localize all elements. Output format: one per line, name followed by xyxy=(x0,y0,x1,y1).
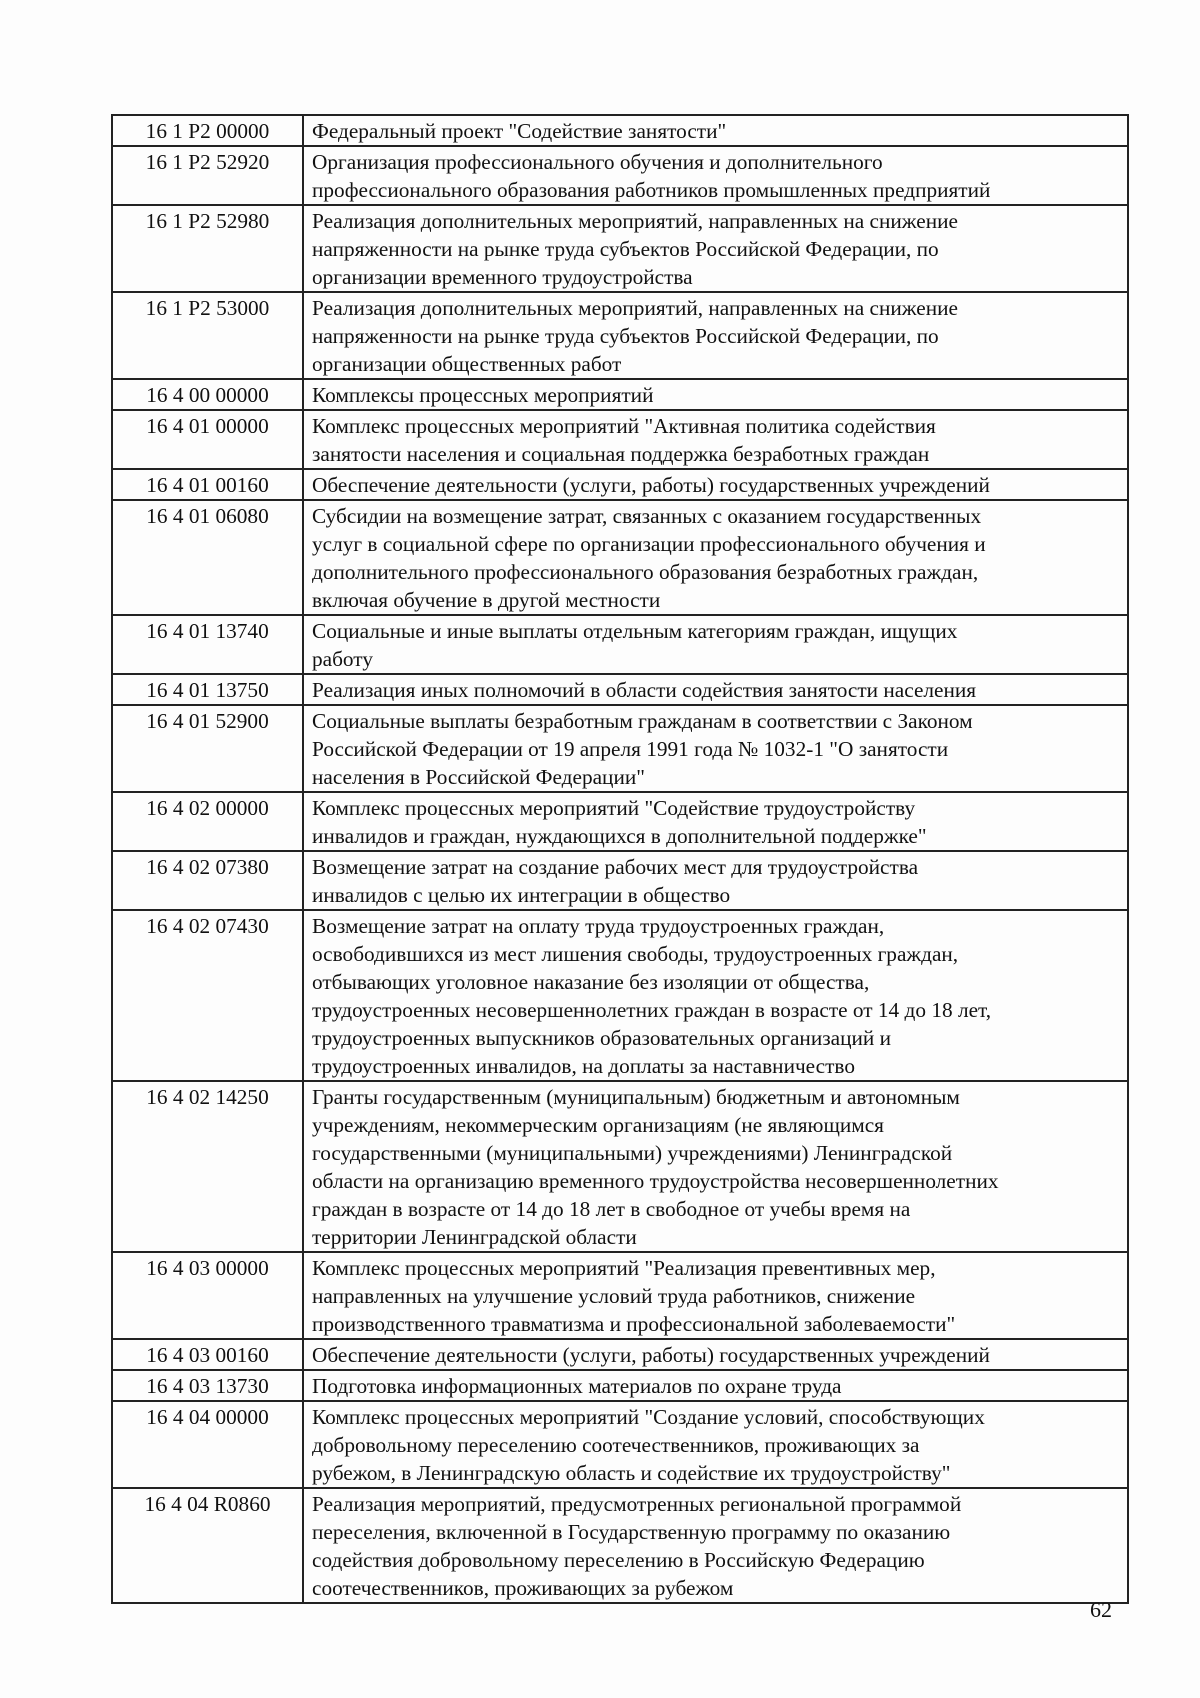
description-line: Обеспечение деятельности (услуги, работы) государственных учреждений xyxy=(312,473,990,497)
table-row xyxy=(112,292,1128,379)
table-row xyxy=(112,1339,1128,1370)
table-row xyxy=(112,1081,1128,1252)
table-row xyxy=(112,379,1128,410)
classification-description xyxy=(303,205,1128,292)
description-line: дополнительного профессионального образования безработных граждан, xyxy=(312,560,979,584)
classification-description xyxy=(303,469,1128,500)
classification-description xyxy=(303,615,1128,674)
description-line: напряженности на рынке труда субъектов Российской Федерации, по xyxy=(312,237,939,261)
classification-description xyxy=(303,1370,1128,1401)
description-line: содействия добровольному переселению в Российскую Федерацию xyxy=(312,1548,925,1572)
description-line: области на организацию временного трудоустройства несовершеннолетних xyxy=(312,1169,999,1193)
description-line: включая обучение в другой местности xyxy=(312,588,661,612)
classification-description xyxy=(303,292,1128,379)
classification-code: 16 4 02 07380 xyxy=(112,851,303,910)
table-row xyxy=(112,1488,1128,1603)
description-line: трудоустроенных инвалидов, на доплаты за наставничество xyxy=(312,1054,855,1078)
classification-description xyxy=(303,1081,1128,1252)
description-line: Субсидии на возмещение затрат, связанных с оказанием государственных xyxy=(312,504,982,528)
classification-description xyxy=(303,705,1128,792)
classification-code: 16 4 00 00000 xyxy=(112,379,303,410)
description-line: инвалидов с целью их интеграции в общество xyxy=(312,883,731,907)
description-line: профессионального образования работников промышленных предприятий xyxy=(312,178,991,202)
description-line: трудоустроенных выпускников образовательных организаций и xyxy=(312,1026,891,1050)
classification-description xyxy=(303,1252,1128,1339)
description-line: организации общественных работ xyxy=(312,352,622,376)
classification-code: 16 4 03 00160 xyxy=(112,1339,303,1370)
description-line: услуг в социальной сфере по организации профессионального обучения и xyxy=(312,532,986,556)
classification-code: 16 1 P2 00000 xyxy=(112,115,303,146)
description-line: Комплекс процессных мероприятий "Реализация превентивных мер, xyxy=(312,1256,936,1280)
table-row xyxy=(112,500,1128,615)
description-line: граждан в возрасте от 14 до 18 лет в свободное от учебы время на xyxy=(312,1197,911,1221)
classification-code: 16 4 01 52900 xyxy=(112,705,303,792)
description-line: напряженности на рынке труда субъектов Российской Федерации, по xyxy=(312,324,939,348)
description-line: инвалидов и граждан, нуждающихся в дополнительной поддержке" xyxy=(312,824,927,848)
description-line: Реализация дополнительных мероприятий, направленных на снижение xyxy=(312,209,958,233)
classification-code: 16 4 01 06080 xyxy=(112,500,303,615)
description-line: Возмещение затрат на создание рабочих мест для трудоустройства xyxy=(312,855,919,879)
classification-code: 16 4 02 07430 xyxy=(112,910,303,1081)
description-line: работу xyxy=(312,647,373,671)
classification-description xyxy=(303,792,1128,851)
classification-description xyxy=(303,674,1128,705)
table-row xyxy=(112,469,1128,500)
description-line: территории Ленинградской области xyxy=(312,1225,637,1249)
table-body xyxy=(112,115,1128,1603)
description-line: населения в Российской Федерации" xyxy=(312,765,645,789)
description-line: добровольному переселению соотечественников, проживающих за xyxy=(312,1433,920,1457)
classification-code: 16 4 03 13730 xyxy=(112,1370,303,1401)
budget-code-table xyxy=(111,114,1129,1604)
table-row xyxy=(112,910,1128,1081)
table-row xyxy=(112,146,1128,205)
description-line: Подготовка информационных материалов по охране труда xyxy=(312,1374,842,1398)
description-line: Обеспечение деятельности (услуги, работы) государственных учреждений xyxy=(312,1343,990,1367)
description-line: трудоустроенных несовершеннолетних граждан в возрасте от 14 до 18 лет, xyxy=(312,998,992,1022)
description-line: государственными (муниципальными) учреждениями) Ленинградской xyxy=(312,1141,953,1165)
classification-description xyxy=(303,379,1128,410)
table-row xyxy=(112,1370,1128,1401)
description-line: организации временного трудоустройства xyxy=(312,265,693,289)
classification-code: 16 4 02 00000 xyxy=(112,792,303,851)
description-line: соотечественников, проживающих за рубежом xyxy=(312,1576,734,1600)
description-line: Реализация дополнительных мероприятий, направленных на снижение xyxy=(312,296,958,320)
table-row xyxy=(112,674,1128,705)
description-line: Комплексы процессных мероприятий xyxy=(312,383,654,407)
classification-code: 16 4 01 13740 xyxy=(112,615,303,674)
description-line: Гранты государственным (муниципальным) бюджетным и автономным xyxy=(312,1085,960,1109)
classification-description xyxy=(303,500,1128,615)
table-row xyxy=(112,410,1128,469)
description-line: занятости населения и социальная поддержка безработных граждан xyxy=(312,442,930,466)
classification-description xyxy=(303,146,1128,205)
table-row xyxy=(112,615,1128,674)
description-line: Федеральный проект "Содействие занятости" xyxy=(312,119,727,143)
description-line: Комплекс процессных мероприятий "Содействие трудоустройству xyxy=(312,796,916,820)
page-number: 62 xyxy=(1090,1597,1112,1622)
classification-code: 16 4 03 00000 xyxy=(112,1252,303,1339)
table-row xyxy=(112,851,1128,910)
description-line: Комплекс процессных мероприятий "Создание условий, способствующих xyxy=(312,1405,985,1429)
table-row xyxy=(112,1252,1128,1339)
description-line: Возмещение затрат на оплату труда трудоустроенных граждан, xyxy=(312,914,885,938)
classification-description xyxy=(303,910,1128,1081)
description-line: рубежом, в Ленинградскую область и содействие их трудоустройству" xyxy=(312,1461,951,1485)
classification-code: 16 4 04 R0860 xyxy=(112,1488,303,1603)
description-line: Социальные выплаты безработным гражданам в соответствии с Законом xyxy=(312,709,973,733)
table-row xyxy=(112,1401,1128,1488)
classification-code: 16 1 P2 52980 xyxy=(112,205,303,292)
description-line: Организация профессионального обучения и дополнительного xyxy=(312,150,883,174)
table-row xyxy=(112,705,1128,792)
classification-code: 16 4 04 00000 xyxy=(112,1401,303,1488)
classification-description xyxy=(303,1401,1128,1488)
classification-code: 16 4 01 00160 xyxy=(112,469,303,500)
classification-description xyxy=(303,851,1128,910)
description-line: Реализация иных полномочий в области содействия занятости населения xyxy=(312,678,977,702)
description-line: производственного травматизма и профессиональной заболеваемости" xyxy=(312,1312,956,1336)
table-row xyxy=(112,205,1128,292)
classification-code: 16 1 P2 53000 xyxy=(112,292,303,379)
description-line: освободившихся из мест лишения свободы, трудоустроенных граждан, xyxy=(312,942,959,966)
description-line: учреждениям, некоммерческим организациям (не являющимся xyxy=(312,1113,884,1137)
classification-code: 16 1 P2 52920 xyxy=(112,146,303,205)
classification-description xyxy=(303,115,1128,146)
description-line: переселения, включенной в Государственную программу по оказанию xyxy=(312,1520,951,1544)
description-line: Социальные и иные выплаты отдельным категориям граждан, ищущих xyxy=(312,619,958,643)
classification-code: 16 4 01 13750 xyxy=(112,674,303,705)
classification-description xyxy=(303,1339,1128,1370)
description-line: отбывающих уголовное наказание без изоляции от общества, xyxy=(312,970,870,994)
table-row xyxy=(112,115,1128,146)
description-line: Реализация мероприятий, предусмотренных региональной программой xyxy=(312,1492,962,1516)
description-line: Комплекс процессных мероприятий "Активная политика содействия xyxy=(312,414,936,438)
description-line: направленных на улучшение условий труда работников, снижение xyxy=(312,1284,916,1308)
description-line: Российской Федерации от 19 апреля 1991 года № 1032-1 "О занятости xyxy=(312,737,949,761)
table-row xyxy=(112,792,1128,851)
classification-code: 16 4 01 00000 xyxy=(112,410,303,469)
classification-description xyxy=(303,1488,1128,1603)
classification-description xyxy=(303,410,1128,469)
classification-code: 16 4 02 14250 xyxy=(112,1081,303,1252)
